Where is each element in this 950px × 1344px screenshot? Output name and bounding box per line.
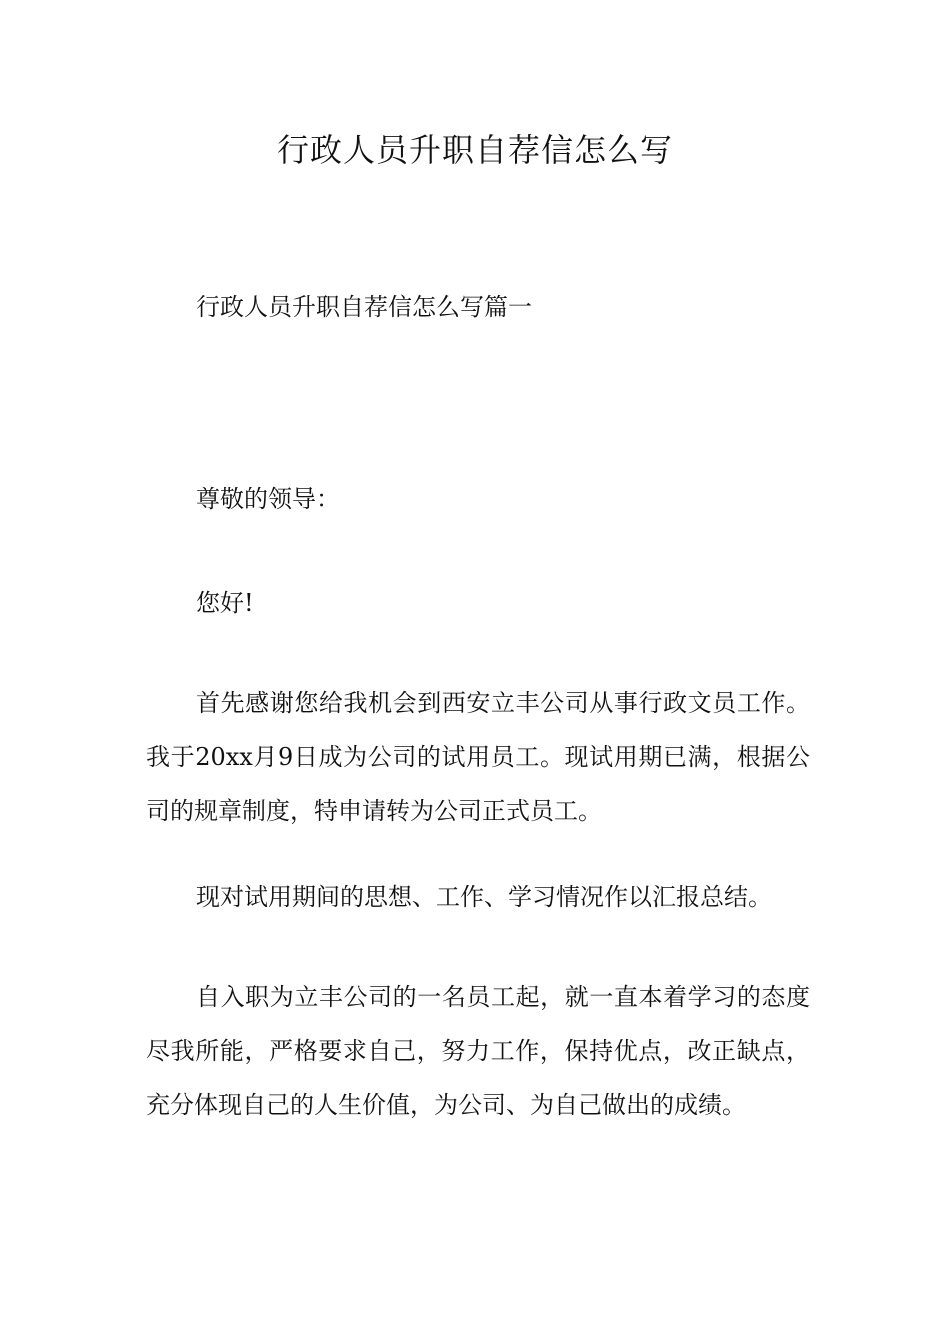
body-paragraph-3: 自入职为立丰公司的一名员工起，就一直本着学习的态度尽我所能，严格要求自己，努力工作，保持优点，改正缺点，充分体现自己的人生价值，为公司、为自己做出的成绩。 [146, 983, 810, 1119]
salutation: 尊敬的领导： [196, 485, 340, 513]
section-heading: 行政人员升职自荐信怎么写篇一 [196, 293, 532, 321]
body-paragraph-1: 首先感谢您给我机会到西安立丰公司从事行政文员工作。我于20xx月9日成为公司的试用员工。现试用期已满，根据公司的规章制度，特申请转为公司正式员工。 [146, 689, 810, 825]
body-paragraph-2: 现对试用期间的思想、工作、学习情况作以汇报总结。 [196, 883, 772, 911]
greeting: 您好! [196, 589, 254, 617]
document-title: 行政人员升职自荐信怎么写 [276, 131, 673, 169]
